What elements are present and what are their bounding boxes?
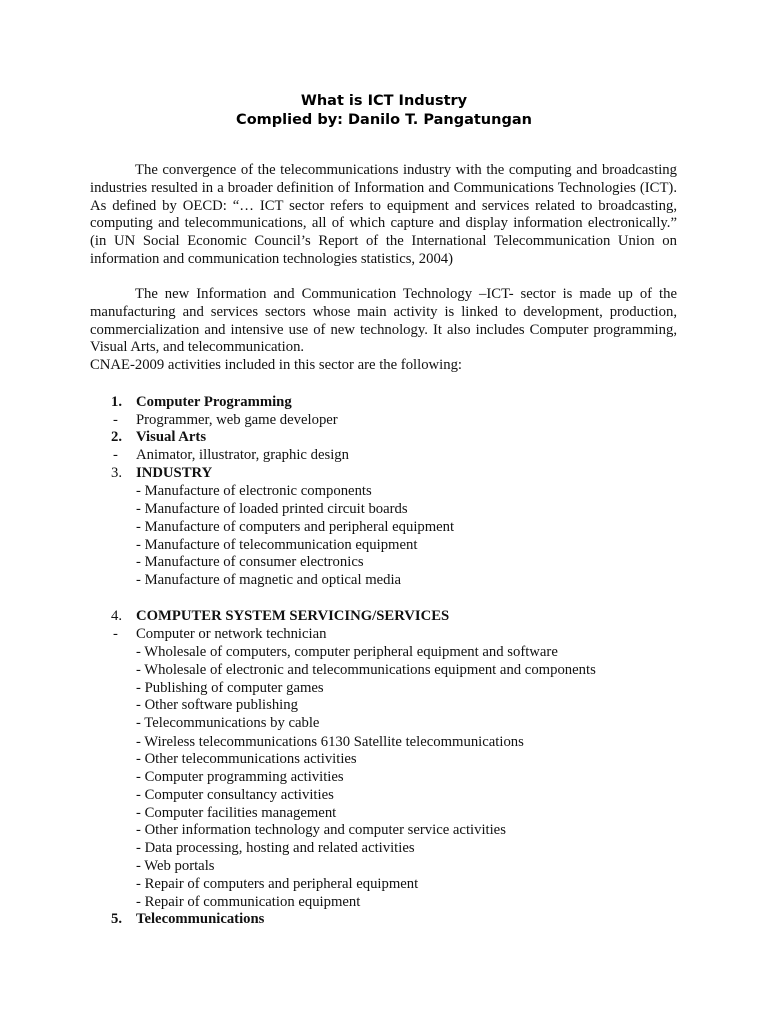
list-item-text: Computer or network technician xyxy=(136,626,327,642)
list-item-text: Programmer, web game developer xyxy=(136,412,338,428)
list-item: - Other information technology and computer service activities xyxy=(136,822,506,838)
list-item: - Computer facilities management xyxy=(136,805,337,821)
list-item: - Other software publishing xyxy=(136,697,298,713)
list-dash: - xyxy=(113,412,118,428)
section-heading: COMPUTER SYSTEM SERVICING/SERVICES xyxy=(136,608,450,624)
list-item: - Wholesale of computers, computer peripheral equipment and software xyxy=(136,644,558,660)
paragraph-cnae-intro: CNAE-2009 activities included in this sector are the following: xyxy=(90,357,462,373)
list-number: 3. xyxy=(111,465,123,481)
section-heading: Computer Programming xyxy=(136,394,292,410)
list-item: - Web portals xyxy=(136,858,215,874)
list-item: - Manufacture of loaded printed circuit boards xyxy=(136,501,408,517)
list-item: - Manufacture of computers and peripheral equipment xyxy=(136,519,455,535)
list-item: - Manufacture of consumer electronics xyxy=(136,554,364,570)
list-item: - Manufacture of electronic components xyxy=(136,483,372,499)
section-heading: Telecommunications xyxy=(136,911,265,927)
paragraph-ict-sector: The new Information and Communication Technology –ICT- sector is made up of the manufacturing and services sectors whose main activity is linked to development, production, commercialization and intensive use of new technology. It also includes Computer programming, Visual Arts, and telecommunication. xyxy=(90,286,677,356)
list-number: 2. xyxy=(111,429,123,445)
section-heading: INDUSTRY xyxy=(136,465,213,481)
list-number: 5. xyxy=(111,911,123,927)
section-heading: Visual Arts xyxy=(136,429,207,445)
list-item: - Manufacture of telecommunication equipment xyxy=(136,537,418,553)
list-item: - Manufacture of magnetic and optical media xyxy=(136,572,402,588)
list-item: - Data processing, hosting and related activities xyxy=(136,840,415,856)
list-item-text: Animator, illustrator, graphic design xyxy=(136,447,349,463)
document-compiler: Complied by: Danilo T. Pangatungan xyxy=(236,112,532,128)
list-item: - Repair of computers and peripheral equipment xyxy=(136,876,419,892)
list-item: - Repair of communication equipment xyxy=(136,894,361,910)
list-item: - Publishing of computer games xyxy=(136,680,324,696)
list-item: - Computer consultancy activities xyxy=(136,787,334,803)
list-dash: - xyxy=(113,626,118,642)
document-title: What is ICT Industry xyxy=(300,93,468,109)
list-dash: - xyxy=(113,447,118,463)
list-number: 4. xyxy=(111,608,123,624)
list-item: - Other telecommunications activities xyxy=(136,751,357,767)
list-item: - Wholesale of electronic and telecommunications equipment and components xyxy=(136,662,596,678)
list-item: - Telecommunications by cable xyxy=(136,715,320,731)
list-item: - Computer programming activities xyxy=(136,769,344,785)
list-item: - Wireless telecommunications 6130 Satellite telecommunications xyxy=(136,734,524,750)
list-number: 1. xyxy=(111,394,123,410)
paragraph-ict-definition: The convergence of the telecommunications industry with the computing and broadcasting industries resulted in a broader definition of Information and Communications Technologies (ICT). As defined by OECD: “… ICT sector refers to equipment and services related to broadcasting, computing and telecommunications, all of which capture and display information electronically.” (in UN Social Economic Council’s Report of the International Telecommunication Union on information and communication technologies statistics, 2004) xyxy=(90,162,677,267)
